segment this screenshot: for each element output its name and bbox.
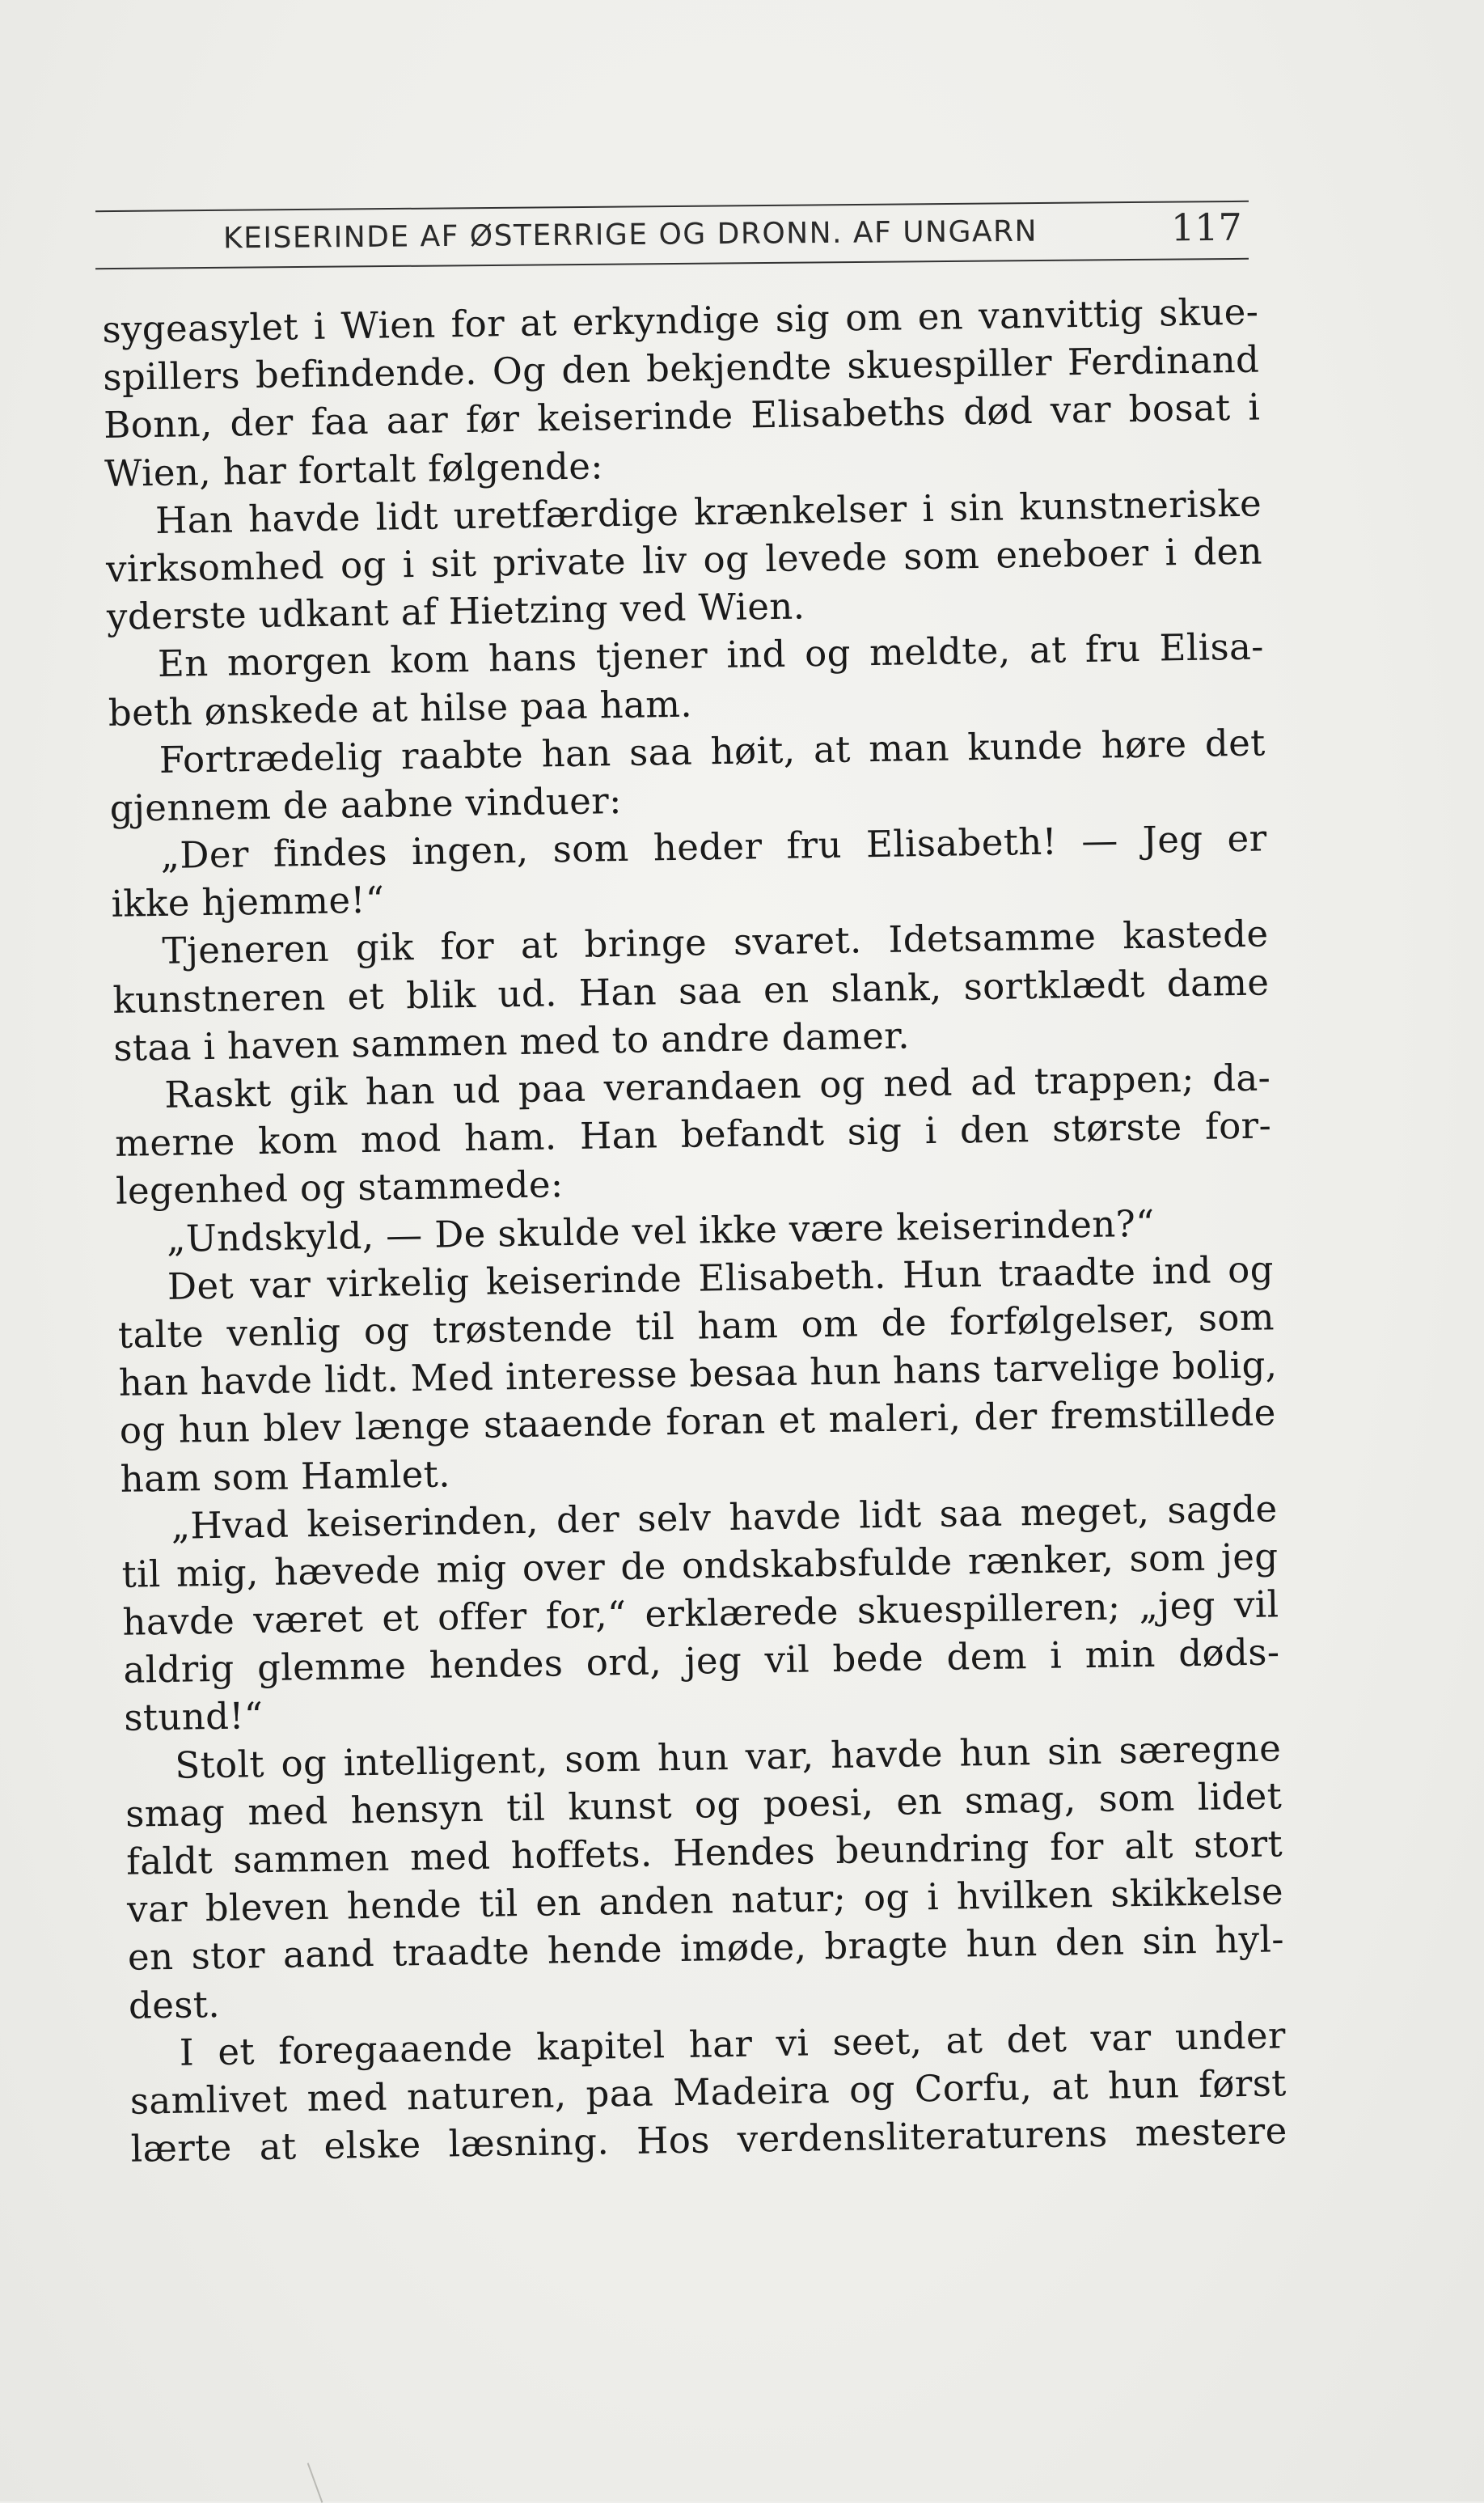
text-line: kunstneren et blik ud. Han saa en slank, sortklædt dame	[112, 960, 1270, 1022]
text-line: Bonn, der faa aar før keiserinde Elisabeths død var bosat i	[103, 385, 1261, 447]
text-line: og hun blev længe staaende foran et maleri, der fremstillede	[119, 1391, 1277, 1453]
text-line: legenhed og stammede:	[115, 1163, 564, 1213]
text-line: smag med hensyn til kunst og poesi, en smag, som lidet	[125, 1774, 1283, 1836]
text-line: Han havde lidt uretfærdige krænkelser i sin kunstneriske	[154, 481, 1262, 542]
page-header	[95, 188, 1249, 273]
text-line: En morgen kom hans tjener ind og meldte, at fru Elisa-	[157, 625, 1265, 686]
text-line: han havde lidt. Med interesse besaa hun hans tarvelige bolig,	[118, 1343, 1278, 1404]
text-line: dest.	[128, 1982, 221, 2027]
text-line: Stolt og intelligent, som hun var, havde hun sin særegne	[174, 1726, 1282, 1787]
text-line: Fortrædelig raabte han saa høit, at man kunde høre det	[159, 721, 1266, 781]
text-line: var bleven hende til en anden natur; og i hvilken skikkelse	[126, 1870, 1284, 1931]
text-line: „Hvad keiserinden, der selv havde lidt saa meget, sagde	[171, 1487, 1278, 1548]
text-line: merne kom mod ham. Han befandt sig i den største for-	[114, 1103, 1272, 1166]
text-line: beth ønskede at hilse paa ham.	[108, 682, 693, 735]
text-line: talte venlig og trøstende til ham om de forfølgelser, som	[117, 1295, 1275, 1357]
text-line: Tjeneren gik for at bringe svaret. Idetsamme kastede	[162, 912, 1269, 973]
text-line: „Der findes ingen, som heder fru Elisabeth! — Jeg er	[160, 816, 1267, 878]
text-line: spillers befindende. Og den bekjendte skuespiller Ferdinand	[102, 337, 1260, 400]
text-line: Raskt gik han ud paa verandaen og ned ad trappen; da-	[163, 1056, 1271, 1116]
text-line: virksomhed og i sit private liv og levede som eneboer i den	[105, 529, 1263, 591]
text-line: til mig, hævede mig over de ondskabsfulde rænker, som jeg	[121, 1535, 1279, 1596]
text-line: havde været et offer for,“ erklærede skuespilleren; „jeg vil	[122, 1582, 1279, 1644]
header-rule-top	[95, 201, 1249, 212]
body-text	[102, 288, 1287, 2173]
text-line: samlivet med naturen, paa Madeira og Corfu, at hun først	[129, 2061, 1287, 2123]
text-line: yderste udkant af Hietzing ved Wien.	[106, 584, 805, 639]
page-mark	[307, 2458, 337, 2503]
text-line: „Undskyld, — De skulde vel ikke være keiserinden?“	[166, 1201, 1156, 1260]
text-line: aldrig glemme hendes ord, jeg vil bede dem i min døds-	[123, 1630, 1280, 1692]
text-line: stund!“	[124, 1694, 264, 1740]
text-line: lærte at elske læsning. Hos verdensliteraturens mestere	[130, 2109, 1288, 2171]
text-line: faldt sammen med hoffets. Hendes beundring for alt stort	[125, 1822, 1283, 1883]
text-line: ham som Hamlet.	[120, 1451, 451, 1501]
text-line: en stor aand traadte hende imøde, bragte hun den sin hyl-	[127, 1917, 1285, 1980]
text-line: gjennem de aabne vinduer:	[109, 778, 623, 830]
text-line: I et foregaaende kapitel har vi seet, at det var under	[179, 2014, 1287, 2074]
text-line: Det var virkelig keiserinde Elisabeth. Hun traadte ind og	[167, 1247, 1275, 1308]
text-line: staa i haven sammen med to andre damer.	[112, 1014, 911, 1069]
page-number: 117	[1170, 205, 1243, 250]
text-line: Wien, har fortalt følgende:	[104, 443, 604, 495]
header-rule-bottom	[95, 258, 1249, 269]
running-title: KEISERINDE AF ØSTERRIGE OG DRONN. AF UNGARN	[222, 214, 1038, 256]
text-line: sygeasylet i Wien for at erkyndige sig om en vanvittig skue-	[102, 290, 1259, 351]
text-line: ikke hjemme!“	[111, 878, 385, 926]
